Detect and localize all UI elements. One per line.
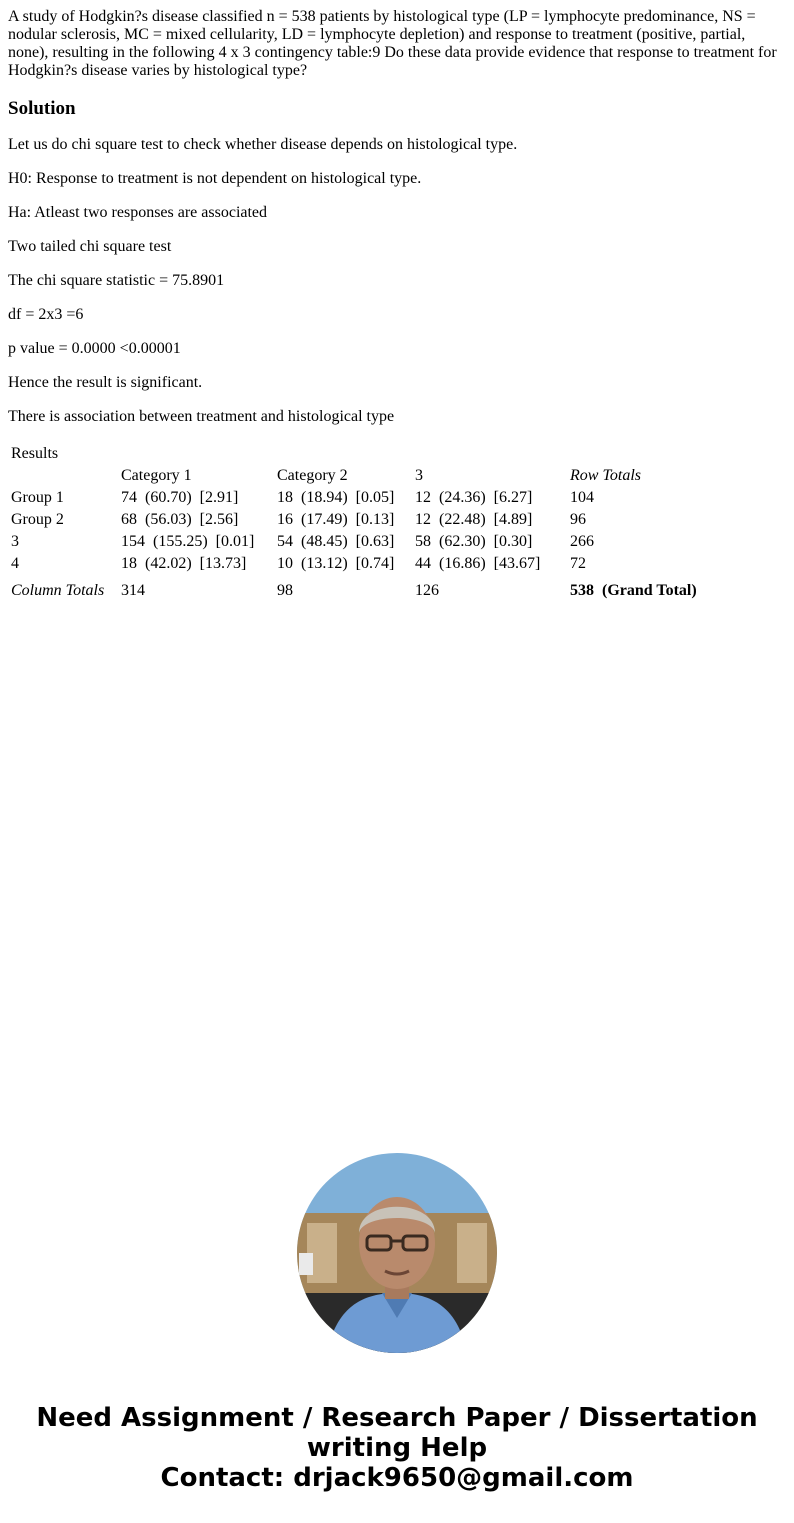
table-header-cell: Row Totals [570,467,641,484]
table-cell: Column Totals [11,582,105,599]
footer-contact: Contact: drjack9650@gmail.com [160,1463,634,1493]
table-cell: 4 [11,555,19,572]
footer-line: Need Assignment / Research Paper / Dissertation [36,1403,758,1433]
avatar [297,1153,497,1353]
table-cell: 18 (18.94) [0.05] [277,489,395,506]
table-cell: 12 (24.36) [6.27] [415,489,533,506]
page-content [0,0,794,603]
table-totals-row [10,576,711,601]
table-cell: Group 2 [11,511,64,528]
solution-paragraph: The chi square statistic = 75.8901 [8,272,225,289]
solution-heading: Solution [8,98,76,119]
footer-banner [0,1403,794,1493]
table-cell: 96 [570,511,586,528]
footer-line: writing Help [306,1433,488,1463]
table-row [10,510,711,530]
solution-paragraph: Hence the result is significant. [8,374,203,391]
table-title-row [10,444,711,464]
table-header-cell: Category 2 [277,467,348,484]
solution-paragraph: p value = 0.0000 <0.00001 [8,340,181,357]
solution-paragraph: Two tailed chi square test [8,238,172,255]
table-header-row [10,466,711,486]
table-cell: 154 (155.25) [0.01] [121,533,255,550]
table-title: Results [11,445,59,462]
table-cell: 538 (Grand Total) [570,582,697,599]
table-row [10,488,711,508]
solution-paragraph: There is association between treatment and histological type [8,408,395,425]
table-cell: 72 [570,555,586,572]
table-cell: 98 [277,582,293,599]
question-text: A study of Hodgkin?s disease classified n = 538 patients by histological type (LP = lymphocyte predominance, NS = nodular sclerosis, MC = mixed cellularity, LD = lymphocyte depletion) and response to treatment (positive, partial, none), resulting in the following 4 x 3 contingency table:9 Do these data provide evidence that response to treatment for Hodgkin?s disease varies by histological type? [8,8,777,79]
table-header-cell [10,466,118,486]
table-cell: 314 [121,582,145,599]
table-cell: 44 (16.86) [43.67] [415,555,541,572]
table-cell: 3 [11,533,19,550]
table-cell: 58 (62.30) [0.30] [415,533,533,550]
table-header-cell: 3 [415,467,423,484]
table-cell: 126 [415,582,439,599]
avatar-portrait-icon [297,1153,497,1353]
solution-paragraph: Ha: Atleast two responses are associated [8,204,268,221]
table-cell: 12 (22.48) [4.89] [415,511,533,528]
table-cell: 266 [570,533,594,550]
results-table [8,442,713,603]
table-row [10,532,711,552]
solution-paragraph: Let us do chi square test to check whether disease depends on histological type. [8,136,518,153]
table-cell: 10 (13.12) [0.74] [277,555,395,572]
table-cell: 54 (48.45) [0.63] [277,533,395,550]
table-cell: 18 (42.02) [13.73] [121,555,247,572]
solution-paragraph: df = 2x3 =6 [8,306,84,323]
table-cell: 74 (60.70) [2.91] [121,489,239,506]
table-header-cell: Category 1 [121,467,192,484]
table-cell: 104 [570,489,594,506]
table-row [10,554,711,574]
table-cell: Group 1 [11,489,64,506]
solution-paragraph: H0: Response to treatment is not dependent on histological type. [8,170,422,187]
table-cell: 16 (17.49) [0.13] [277,511,395,528]
table-cell: 68 (56.03) [2.56] [121,511,239,528]
